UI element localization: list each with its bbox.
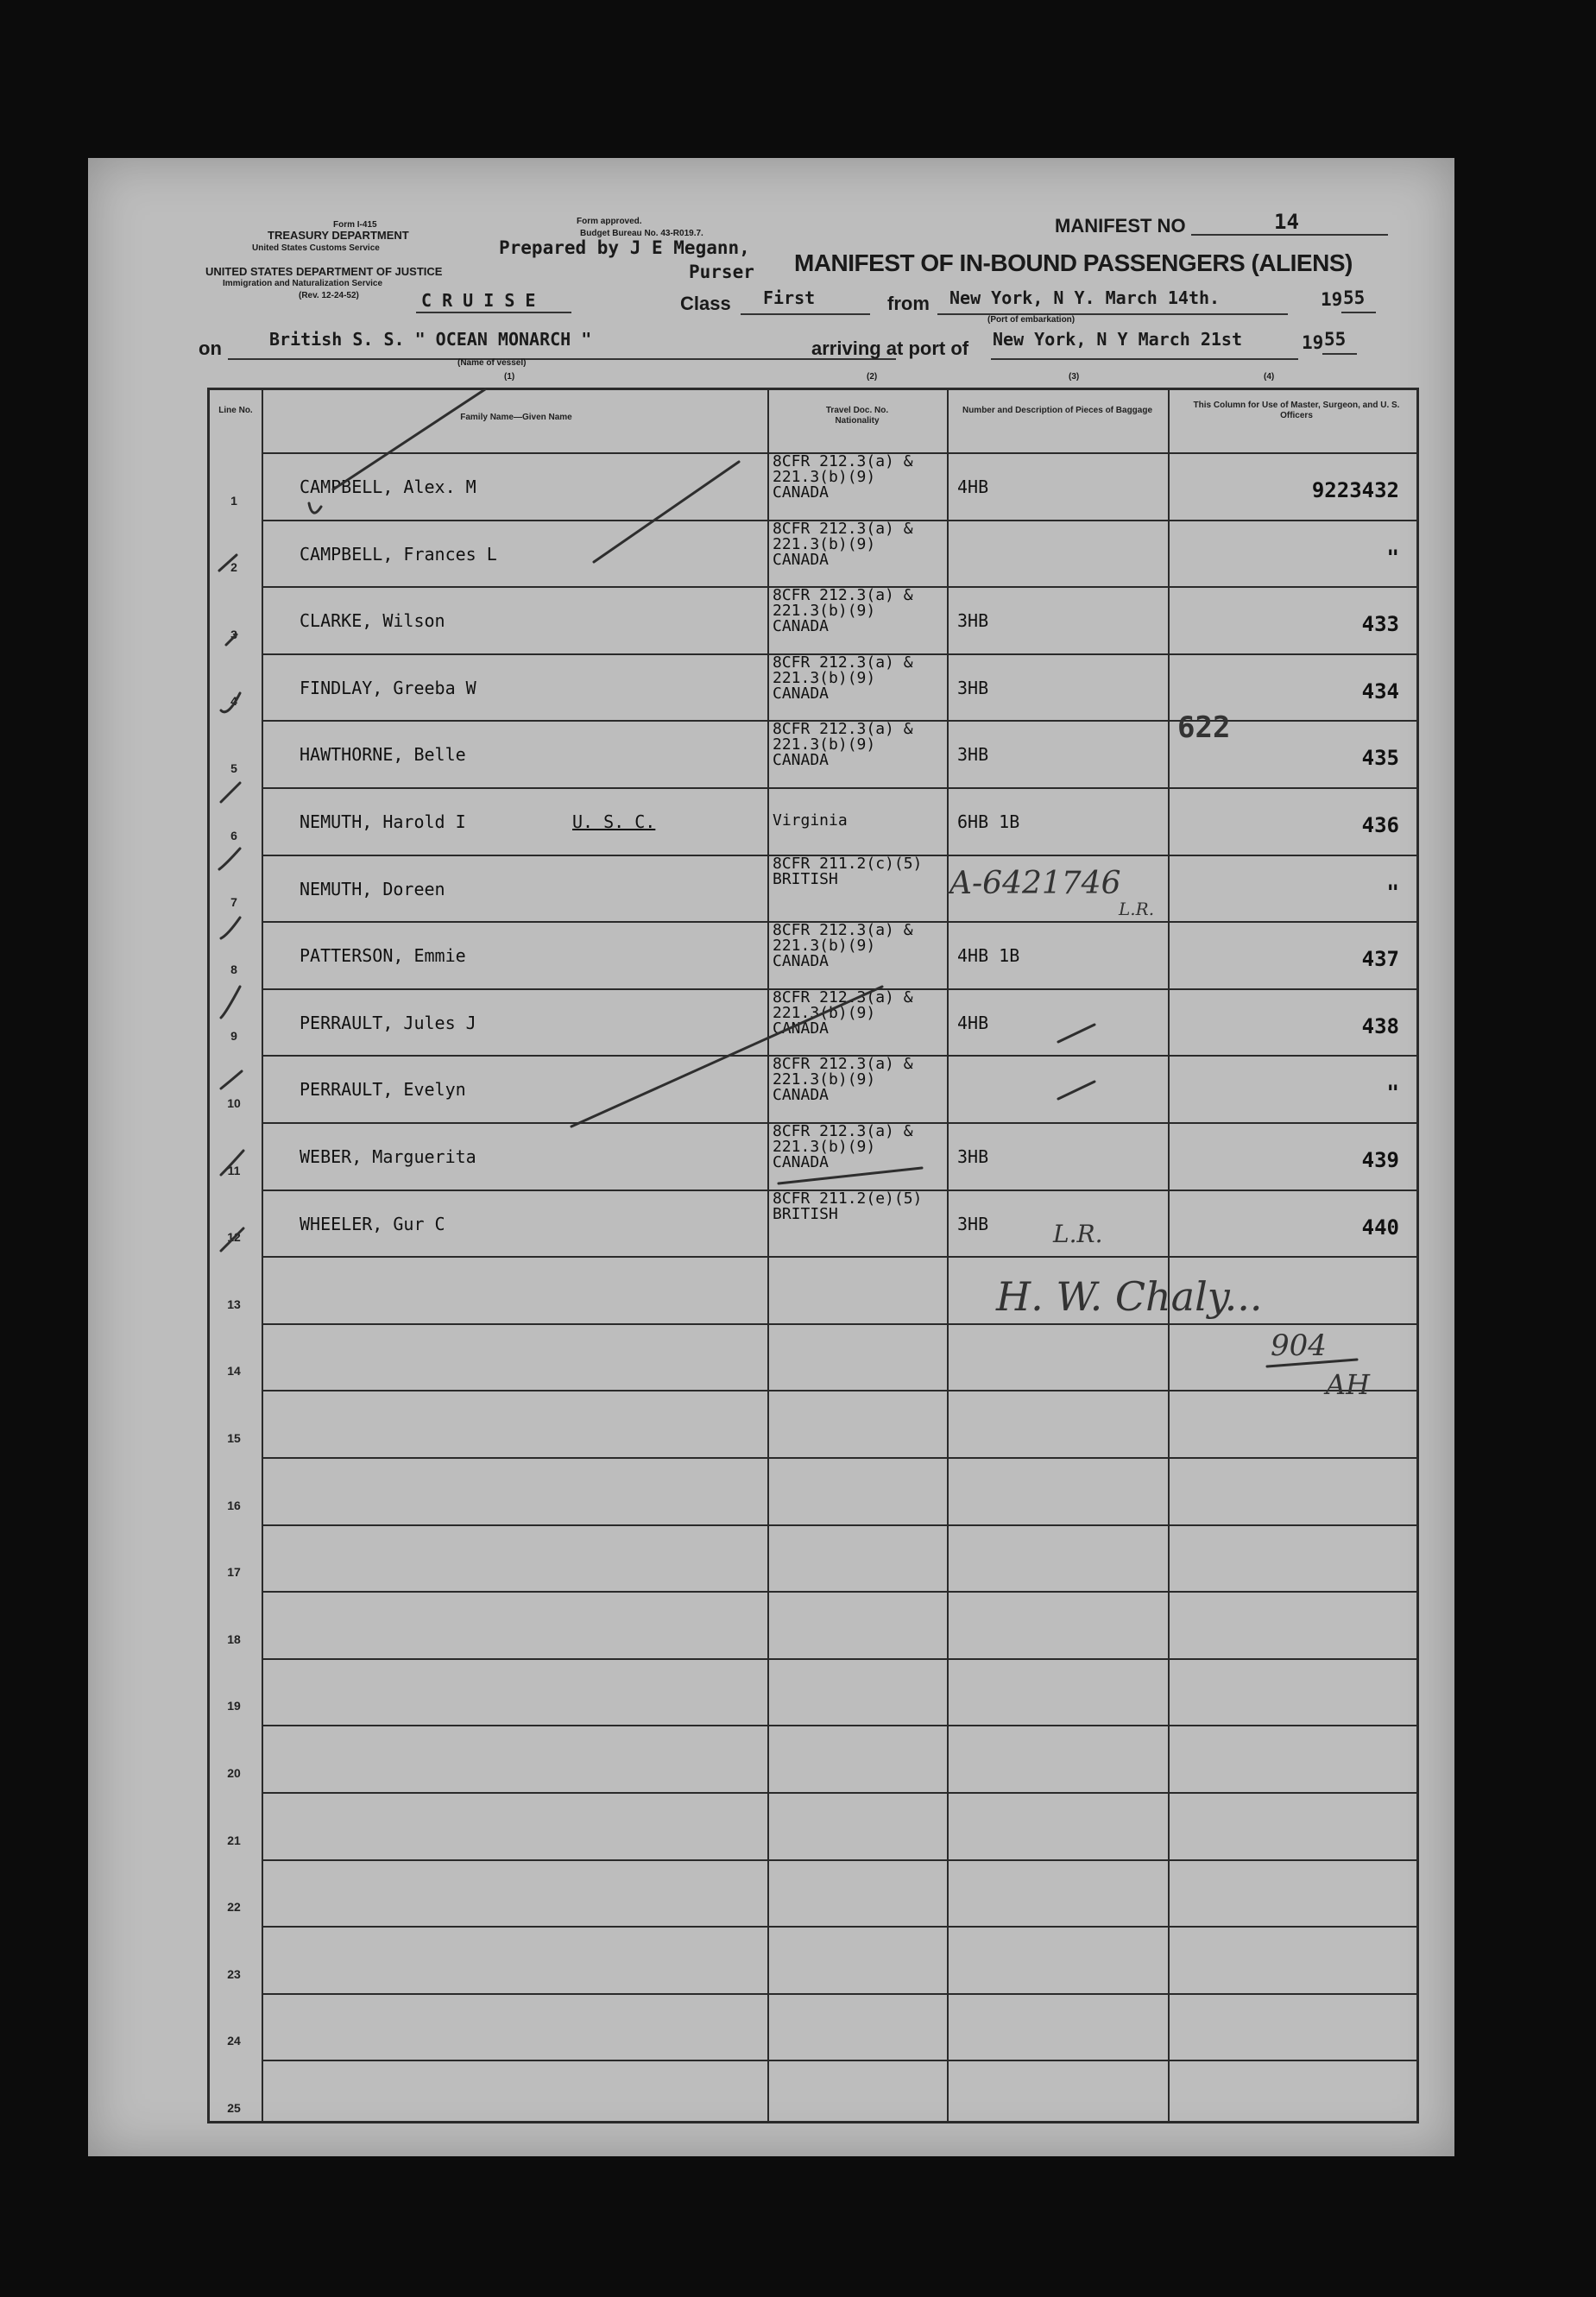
line-number: 17	[227, 1565, 241, 1580]
year-line-1	[1341, 312, 1376, 313]
line-number: 8	[230, 962, 237, 976]
travel-doc-line: 8CFR 212.3(a) &	[773, 452, 913, 470]
from-label: from	[887, 293, 930, 314]
table-row	[262, 1792, 1416, 1859]
year-suffix-2: 55	[1324, 329, 1347, 350]
table-row	[262, 1658, 1416, 1726]
travel-doc-line: CANADA	[773, 1153, 830, 1171]
signature-code-bottom: AH	[1326, 1368, 1371, 1401]
travel-doc-line: 221.3(b)(9)	[773, 937, 876, 956]
line-number: 1	[230, 493, 237, 508]
header-line-no: Line No.	[218, 406, 253, 415]
officer-number: 440	[1361, 1215, 1399, 1240]
revision-date: (Rev. 12-24-52)	[299, 291, 359, 300]
form-number: Form I-415	[333, 220, 377, 230]
handwritten-note-622: 622	[1177, 710, 1231, 745]
baggage-count: 3HB	[957, 1146, 989, 1167]
travel-doc-line: 8CFR 212.3(a) &	[773, 586, 913, 605]
baggage-count: 6HB 1B	[957, 811, 1020, 832]
table-row	[262, 1524, 1416, 1592]
line-number: 11	[227, 1163, 241, 1177]
line-number: 13	[227, 1297, 241, 1311]
officer-number: "	[1386, 545, 1399, 570]
line-number: 5	[230, 761, 237, 775]
line-number: 24	[227, 2034, 241, 2048]
travel-doc-line: 221.3(b)(9)	[773, 602, 876, 621]
table-row	[262, 1859, 1416, 1927]
year-prefix-2: 19	[1302, 332, 1324, 353]
baggage-count: 3HB	[957, 1213, 989, 1234]
travel-doc-line: CANADA	[773, 952, 830, 971]
manifest-table	[207, 388, 1419, 2123]
travel-doc-line: CANADA	[773, 617, 830, 636]
travel-doc-line: 8CFR 212.3(a) &	[773, 720, 913, 739]
travel-doc-line: 221.3(b)(9)	[773, 1003, 876, 1022]
baggage-count: 4HB 1B	[957, 945, 1020, 967]
travel-doc-line: 8CFR 211.2(e)(5)	[773, 1189, 923, 1208]
immigration-service: Immigration and Naturalization Service	[223, 279, 383, 288]
table-row	[262, 2060, 1416, 2127]
travel-doc-line: Virginia	[773, 811, 848, 830]
line-number: 21	[227, 1833, 241, 1847]
line-number: 19	[227, 1699, 241, 1713]
handwritten-alien-number: A-6421746	[949, 866, 1121, 901]
passenger-name: PERRAULT, Jules J	[300, 1012, 476, 1033]
travel-doc-line: CANADA	[773, 550, 830, 569]
manifest-sheet	[88, 158, 1454, 2156]
col-marker-3: (3)	[1069, 372, 1080, 382]
line-number: 23	[227, 1966, 241, 1981]
travel-doc-line: CANADA	[773, 1019, 830, 1038]
travel-doc-line: 221.3(b)(9)	[773, 1070, 876, 1089]
line-number: 16	[227, 1498, 241, 1512]
line-number: 7	[230, 895, 237, 910]
cruise-underline	[416, 312, 571, 313]
line-number: 25	[227, 2101, 241, 2115]
year-prefix-1: 19	[1321, 289, 1343, 310]
officer-number: 438	[1361, 1013, 1399, 1038]
officer-number: 436	[1361, 813, 1399, 837]
table-row	[262, 1390, 1416, 1457]
handwritten-lr-row12: L.R.	[1053, 1220, 1103, 1248]
line-number: 12	[227, 1230, 241, 1245]
passenger-name: PATTERSON, Emmie	[300, 945, 466, 967]
header-officers: This Column for Use of Master, Surgeon, and U. S. Officers	[1193, 401, 1400, 420]
budget-bureau: Budget Bureau No. 43-R019.7.	[580, 229, 703, 238]
header-baggage: Number and Description of Pieces of Baggage	[962, 406, 1153, 415]
col-marker-4: (4)	[1264, 372, 1275, 382]
travel-doc-line: BRITISH	[773, 1204, 838, 1223]
treasury-department: TREASURY DEPARTMENT	[268, 229, 409, 242]
arriving-label: arriving at port of	[811, 338, 969, 359]
baggage-count: 4HB	[957, 476, 989, 497]
purser: Purser	[689, 262, 754, 282]
manifest-no-label: MANIFEST NO	[1055, 215, 1186, 237]
manifest-no-line	[1191, 234, 1388, 236]
table-row	[262, 1926, 1416, 1993]
table-row	[262, 1725, 1416, 1792]
line-number: 10	[227, 1096, 241, 1110]
passenger-name: PERRAULT, Evelyn	[300, 1079, 466, 1101]
travel-doc-line: CANADA	[773, 1086, 830, 1105]
line-number: 4	[230, 694, 237, 709]
travel-doc-line: 8CFR 212.3(a) &	[773, 988, 913, 1007]
travel-doc-line: 221.3(b)(9)	[773, 534, 876, 553]
vessel-name: British S. S. " OCEAN MONARCH "	[269, 329, 592, 350]
col-marker-1: (1)	[504, 372, 515, 382]
handwritten-lr-row7: L.R.	[1119, 899, 1155, 919]
class-line	[741, 313, 870, 315]
baggage-count: 3HB	[957, 677, 989, 698]
passenger-name: NEMUTH, Doreen	[300, 878, 445, 899]
officer-number: "	[1386, 1081, 1399, 1106]
officer-number: 437	[1361, 947, 1399, 972]
officer-number: "	[1386, 880, 1399, 905]
travel-doc-line: CANADA	[773, 483, 830, 502]
on-label: on	[199, 338, 222, 359]
arrival-value: New York, N Y March 21st	[993, 329, 1242, 350]
table-row	[262, 1457, 1416, 1524]
line-number: 9	[230, 1029, 237, 1044]
travel-doc-line: 221.3(b)(9)	[773, 1138, 876, 1156]
line-number: 15	[227, 1431, 241, 1445]
table-row	[262, 1323, 1416, 1391]
officer-number: 433	[1361, 612, 1399, 637]
travel-doc-line: 8CFR 212.3(a) &	[773, 1122, 913, 1140]
travel-doc-line: 8CFR 212.3(a) &	[773, 1055, 913, 1074]
passenger-name: CAMPBELL, Frances L	[300, 543, 497, 565]
line-number: 14	[227, 1364, 241, 1379]
travel-doc-line: CANADA	[773, 684, 830, 703]
col-marker-2: (2)	[867, 372, 878, 382]
from-value: New York, N Y. March 14th.	[949, 287, 1221, 308]
passenger-name: WHEELER, Gur C	[300, 1213, 445, 1234]
manifest-no-value: 14	[1274, 210, 1299, 234]
passenger-name: CLARKE, Wilson	[300, 610, 445, 632]
year-line-2	[1322, 353, 1357, 355]
travel-doc-line: BRITISH	[773, 869, 838, 888]
passenger-name: CAMPBELL, Alex. M	[300, 476, 476, 497]
line-number: 3	[230, 627, 237, 641]
officer-number: 434	[1361, 678, 1399, 704]
table-row	[262, 1591, 1416, 1658]
prepared-by: Prepared by J E Megann,	[499, 237, 750, 258]
travel-doc-line: 221.3(b)(9)	[773, 468, 876, 486]
inspector-signature: H. W. Chaly...	[996, 1273, 1263, 1320]
manifest-title: MANIFEST OF IN-BOUND PASSENGERS (ALIENS)	[794, 249, 1353, 276]
customs-service: United States Customs Service	[252, 243, 380, 253]
passenger-name: NEMUTH, Harold I	[300, 811, 466, 832]
vessel-caption: (Name of vessel)	[457, 358, 527, 368]
department-of-justice: UNITED STATES DEPARTMENT OF JUSTICE	[205, 265, 443, 278]
travel-doc-line: 8CFR 212.3(a) &	[773, 519, 913, 538]
officer-number: 435	[1361, 746, 1399, 771]
table-row	[262, 1993, 1416, 2060]
baggage-count: 3HB	[957, 744, 989, 766]
passenger-name: FINDLAY, Greeba W	[300, 677, 476, 698]
officer-number: 9223432	[1311, 478, 1399, 502]
vessel-line	[228, 358, 896, 360]
year-suffix-1: 55	[1343, 287, 1366, 308]
travel-doc-line: 221.3(b)(9)	[773, 735, 876, 754]
header-name: Family Name—Given Name	[460, 413, 572, 422]
travel-doc-line: 8CFR 212.3(a) &	[773, 653, 913, 672]
port-embarkation-caption: (Port of embarkation)	[987, 315, 1076, 325]
signature-code-top: 904	[1271, 1328, 1327, 1363]
class-label: Class	[680, 293, 731, 314]
arrival-line	[991, 358, 1298, 360]
citizenship-note: U. S. C.	[572, 811, 656, 832]
baggage-count: 4HB	[957, 1012, 989, 1033]
cruise-label: C R U I S E	[421, 290, 536, 311]
line-number: 2	[230, 560, 237, 575]
baggage-count: 3HB	[957, 610, 989, 632]
line-number: 22	[227, 1900, 241, 1915]
header-travel-doc: Travel Doc. No. Nationality	[825, 406, 889, 426]
class-value: First	[763, 287, 816, 308]
line-number: 20	[227, 1766, 241, 1780]
officer-number: 439	[1361, 1148, 1399, 1172]
travel-doc-line: 221.3(b)(9)	[773, 668, 876, 687]
line-number: 18	[227, 1631, 241, 1646]
travel-doc-line: CANADA	[773, 751, 830, 770]
form-approved: Form approved.	[577, 217, 642, 226]
passenger-name: WEBER, Marguerita	[300, 1146, 476, 1167]
travel-doc-line: 8CFR 212.3(a) &	[773, 921, 913, 940]
passenger-name: HAWTHORNE, Belle	[300, 744, 466, 766]
line-number: 6	[230, 828, 237, 842]
travel-doc-line: 8CFR 211.2(c)(5)	[773, 854, 923, 873]
